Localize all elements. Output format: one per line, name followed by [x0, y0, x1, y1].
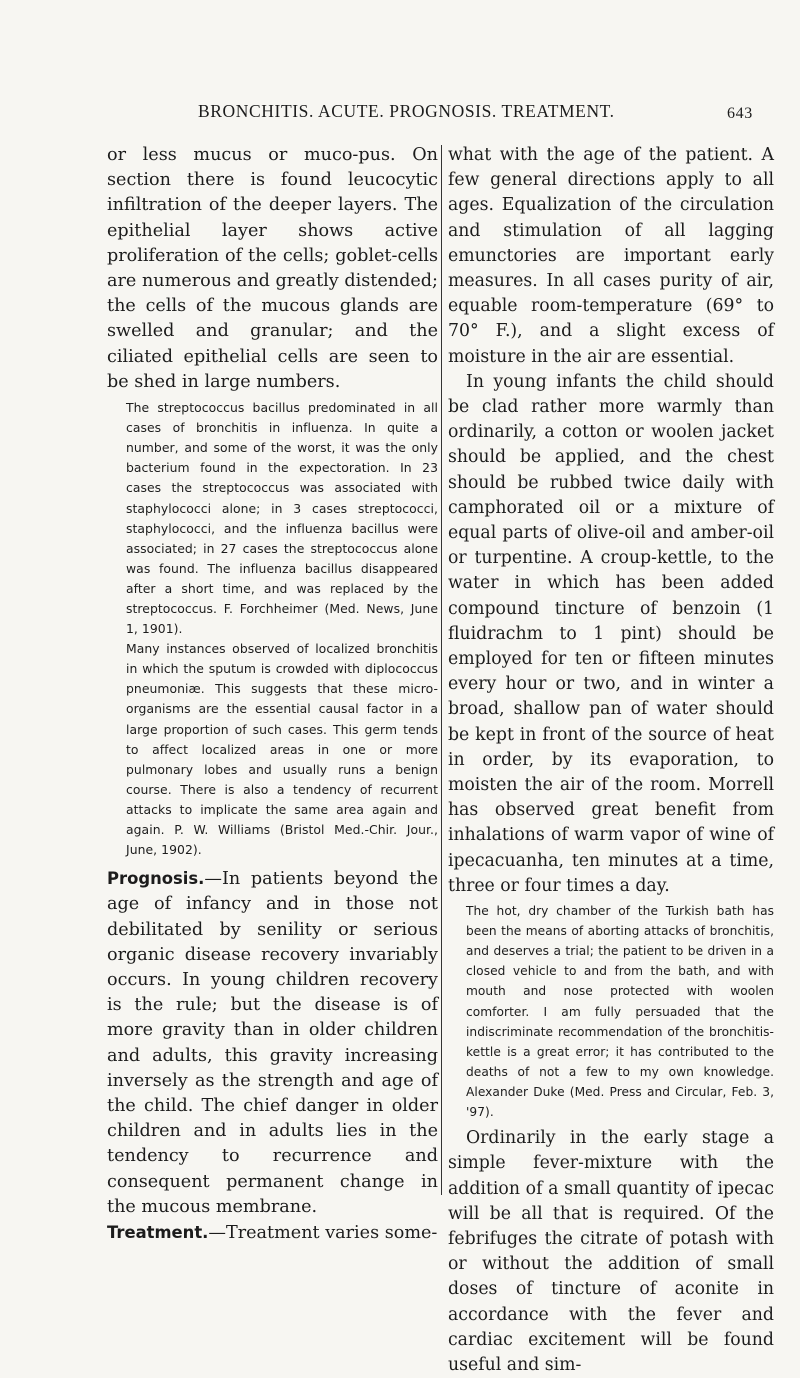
- treatment-heading: Treatment.: [107, 1223, 209, 1243]
- body-paragraph: or less mucus or muco-pus. On section there is found leucocytic infiltration of the deeper layers. The epithelial layer shows active proliferation of the cells; goblet-cells are numerous and greatly distended; the cells of the mucous glands are swelled and granular; and the ciliated epithelial cells are seen to be shed in large numbers.: [107, 145, 438, 392]
- right-column: [448, 143, 774, 1378]
- column-divider: [441, 145, 442, 1195]
- body-paragraph: what with the age of the patient. A few general directions apply to all ages. Equalization of the circulation and stimulation of all lagging emunctories are important early measures. In all cases purity of air, equable room-temperature (69° to 70° F.), and a slight excess of moisture in the air are essential.: [448, 145, 774, 367]
- prognosis-paragraph: [107, 866, 438, 1220]
- citation-note: The streptococcus bacillus predominated in all cases of bronchitis in influenza. In quite a number, and some of the worst, it was the only bacterium found in the expectoration. In 23 cases the streptococcus was associated with staphylococci alone; in 3 cases streptococci, staphylococci, and the influenza bacillus were associated; in 27 cases the streptococcus alone was found. The influenza bacillus disappeared after a short time, and was replaced by the streptococcus. F. Forchheimer (Med. News, June 1, 1901).: [126, 400, 438, 637]
- body-paragraph: Ordinarily in the early stage a simple fever-mixture with the addition of a small quantity of ipecac will be all that is required. Of the febrifuges the citrate of potash with or without the addition of small doses of tincture of aconite in accordance with the fever and cardiac excitement will be found useful and sim-: [448, 1128, 774, 1375]
- citation-note: The hot, dry chamber of the Turkish bath has been the means of aborting attacks of bronchitis, and deserves a trial; the patient to be driven in a closed vehicle to and from the bath, and with mouth and nose protected with woolen comforter. I am fully persuaded that the indiscriminate recommendation of the bronchitis-kettle is a great error; it has contributed to the deaths of not a few to my own knowledge. Alexander Duke (Med. Press and Circular, Feb. 3, '97).: [466, 904, 774, 1120]
- left-column: [107, 143, 438, 1246]
- treatment-text: —Treatment varies some-: [208, 1223, 438, 1244]
- citation-note: Many instances observed of localized bronchitis in which the sputum is crowded with diplococcus pneumoniæ. This suggests that these micro-organisms are the essential causal factor in a large proportion of such cases. This germ tends to affect localized areas in one or more pulmonary lobes and usually runs a benign course. There is also a tendency of recurrent attacks to implicate the same area again and again. P. W. Williams (Bristol Med.-Chir. Jour., June, 1902).: [126, 641, 438, 858]
- page-number: 643: [727, 105, 753, 122]
- treatment-paragraph: [107, 1220, 438, 1246]
- body-paragraph: In young infants the child should be clad rather more warmly than ordinarily, a cotton or woolen jacket should be applied, and the chest should be rubbed twice daily with camphorated oil or a mixture of equal parts of olive-oil and amber-oil or turpentine. A croup-kettle, to the water in which has been added compound tincture of benzoin (1 fluidrachm to 1 pint) should be employed for ten or fifteen minutes every hour or two, and in winter a broad, shallow pan of water should be kept in front of the source of heat in order, by its evaporation, to moisten the air of the room. Morrell has observed great benefit from inhalations of warm vapor of wine of ipecacuanha, ten minutes at a time, three or four times a day.: [448, 371, 774, 896]
- running-title: BRONCHITIS. ACUTE. PROGNOSIS. TREATMENT.: [198, 101, 615, 121]
- prognosis-text: —In patients beyond the age of infancy and in those not debilitated by senility or serious organic disease recovery invariably occurs. In young children recovery is the rule; but the disease is of more gravity than in older children and adults, this gravity increasing inversely as the strength and age of the child. The chief danger in older children and in adults lies in the tendency to recurrence and consequent permanent change in the mucous membrane.: [107, 869, 438, 1217]
- prognosis-heading: Prognosis.: [107, 869, 205, 889]
